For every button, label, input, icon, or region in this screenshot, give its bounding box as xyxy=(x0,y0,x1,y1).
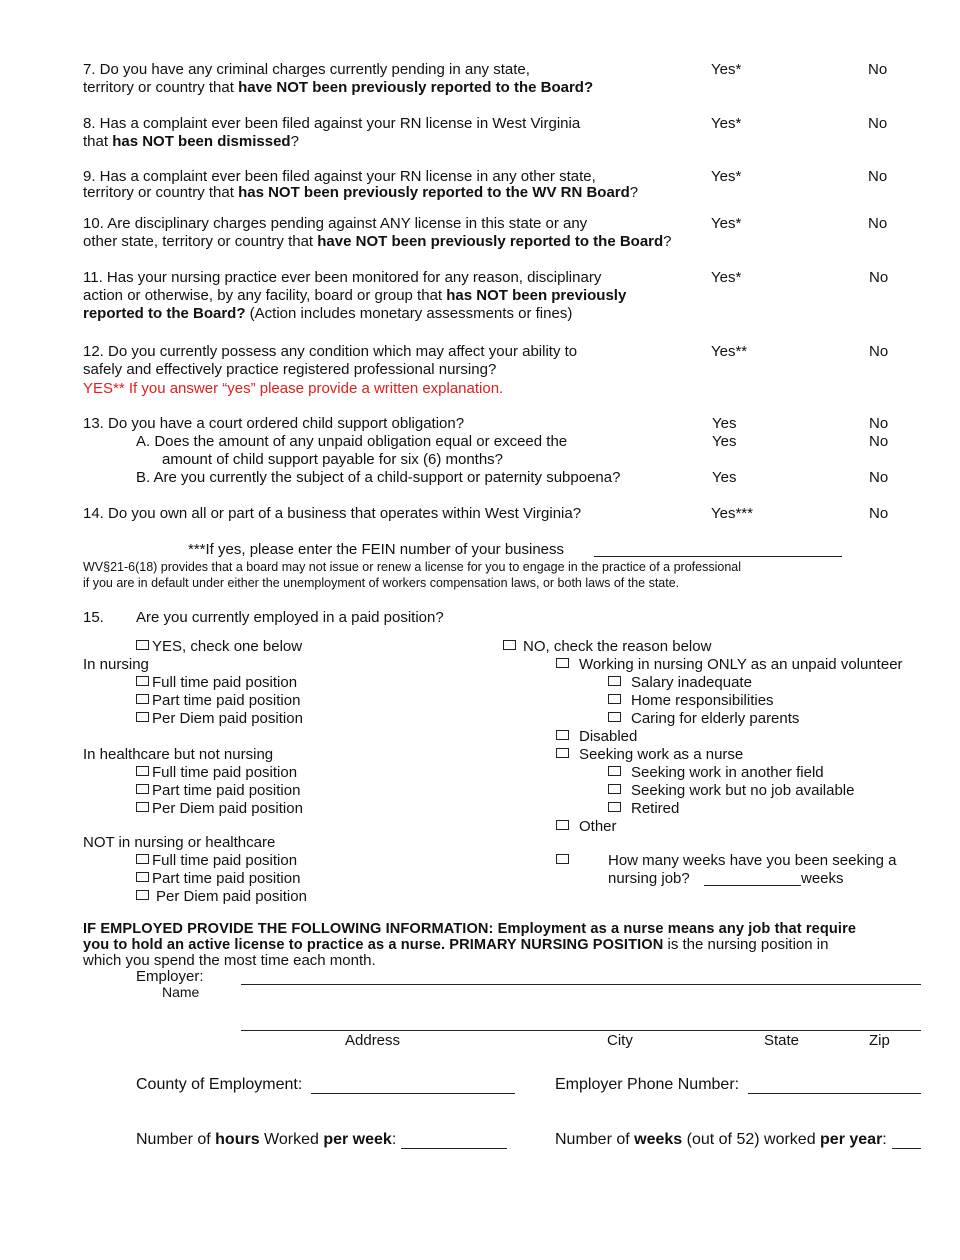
employer-name-input-line[interactable] xyxy=(241,984,921,985)
county-input-line[interactable] xyxy=(311,1093,515,1094)
fein-label: ***If yes, please enter the FEIN number of your business xyxy=(188,541,565,558)
question-7-line2: territory or country that have NOT been previously reported to the Board? xyxy=(83,79,594,96)
employer-address-input-line[interactable] xyxy=(241,1030,921,1031)
question-8-line2: that has NOT been dismissed? xyxy=(83,133,299,150)
checkbox-icon[interactable] xyxy=(136,890,149,900)
question-7-line1: 7. Do you have any criminal charges currently pending in any state, xyxy=(83,61,530,78)
nursing-per-diem-option[interactable]: Per Diem paid position xyxy=(136,710,303,728)
question-7-no[interactable]: No xyxy=(868,61,888,78)
employed-yes-option[interactable]: YES, check one below xyxy=(136,638,302,656)
question-7-yes[interactable]: Yes* xyxy=(711,61,742,78)
question-10-line1: 10. Are disciplinary charges pending against ANY license in this state or any xyxy=(83,215,588,232)
salary-inadequate-option[interactable]: Salary inadequate xyxy=(608,674,752,692)
question-11-no[interactable]: No xyxy=(869,269,889,286)
county-label: County of Employment: xyxy=(136,1076,303,1093)
question-13a-line2: amount of child support payable for six (6) months? xyxy=(162,451,504,468)
city-label: City xyxy=(607,1032,633,1049)
weeks-per-year-input-line[interactable] xyxy=(892,1148,921,1149)
checkbox-icon[interactable] xyxy=(608,676,621,686)
question-8-no[interactable]: No xyxy=(868,115,888,132)
question-12-line1: 12. Do you currently possess any condition which may affect your ability to xyxy=(83,343,578,360)
question-12-yes[interactable]: Yes** xyxy=(711,343,748,360)
checkbox-icon[interactable] xyxy=(136,676,149,686)
checkbox-icon[interactable] xyxy=(608,802,621,812)
question-11-line3: reported to the Board? (Action includes monetary assessments or fines) xyxy=(83,305,573,322)
employed-no-option[interactable]: NO, check the reason below xyxy=(503,638,711,656)
weeks-unit: weeks xyxy=(801,870,844,887)
checkbox-icon[interactable] xyxy=(136,872,149,882)
question-13-line1: 13. Do you have a court ordered child support obligation? xyxy=(83,415,465,432)
seeking-other-field-option[interactable]: Seeking work in another field xyxy=(608,764,824,782)
retired-option[interactable]: Retired xyxy=(608,800,679,818)
home-responsibilities-option[interactable]: Home responsibilities xyxy=(608,692,774,710)
zip-label: Zip xyxy=(869,1032,890,1049)
checkbox-icon[interactable] xyxy=(136,802,149,812)
checkbox-icon[interactable] xyxy=(556,730,569,740)
weeks-seeking-question: How many weeks have you been seeking a xyxy=(608,852,897,869)
checkbox-icon[interactable] xyxy=(136,854,149,864)
healthcare-full-time-option[interactable]: Full time paid position xyxy=(136,764,297,782)
employer-phone-input-line[interactable] xyxy=(748,1093,921,1094)
checkbox-icon[interactable] xyxy=(556,658,569,668)
other-part-time-option[interactable]: Part time paid position xyxy=(136,870,300,888)
question-9-yes[interactable]: Yes* xyxy=(711,168,742,185)
checkbox-icon[interactable] xyxy=(608,766,621,776)
employer-name-label: Name xyxy=(162,984,200,1000)
seeking-nurse-option[interactable]: Seeking work as a nurse xyxy=(556,746,743,764)
question-14-no[interactable]: No xyxy=(869,505,889,522)
question-9-line2: territory or country that has NOT been previously reported to the WV RN Board? xyxy=(83,184,639,201)
question-10-yes[interactable]: Yes* xyxy=(711,215,742,232)
checkbox-icon[interactable] xyxy=(136,766,149,776)
weeks-seeking-input-line[interactable] xyxy=(704,885,801,886)
weeks-seeking-checkbox[interactable] xyxy=(556,852,572,870)
in-nursing-heading: In nursing xyxy=(83,656,149,673)
question-13a-no[interactable]: No xyxy=(869,433,889,450)
healthcare-part-time-option[interactable]: Part time paid position xyxy=(136,782,300,800)
question-9-line1: 9. Has a complaint ever been filed against your RN license in any other state, xyxy=(83,168,596,185)
employment-heading-line1: IF EMPLOYED PROVIDE THE FOLLOWING INFORMATION: Employment as a nurse means any job that require xyxy=(83,921,857,937)
checkbox-icon[interactable] xyxy=(608,784,621,794)
question-8-line1: 8. Has a complaint ever been filed against your RN license in West Virginia xyxy=(83,115,581,132)
unpaid-volunteer-option[interactable]: Working in nursing ONLY as an unpaid volunteer xyxy=(556,656,903,674)
address-label: Address xyxy=(345,1032,401,1049)
not-nursing-heading: NOT in nursing or healthcare xyxy=(83,834,276,851)
checkbox-icon[interactable] xyxy=(136,712,149,722)
disabled-option[interactable]: Disabled xyxy=(556,728,637,746)
question-12-no[interactable]: No xyxy=(869,343,889,360)
question-8-yes[interactable]: Yes* xyxy=(711,115,742,132)
statute-note-line1: WV§21-6(18) provides that a board may not issue or renew a license for you to engage in the practice of a professional xyxy=(83,560,742,574)
elderly-parents-option[interactable]: Caring for elderly parents xyxy=(608,710,799,728)
checkbox-icon[interactable] xyxy=(136,784,149,794)
question-15-number: 15. xyxy=(83,609,104,626)
question-12-explanation-note: YES** If you answer “yes” please provide a written explanation. xyxy=(83,380,504,397)
question-13a-yes[interactable]: Yes xyxy=(712,433,737,450)
question-10-no[interactable]: No xyxy=(868,215,888,232)
question-14-yes[interactable]: Yes*** xyxy=(711,505,753,522)
hours-per-week-input-line[interactable] xyxy=(401,1148,507,1149)
question-13b-no[interactable]: No xyxy=(869,469,889,486)
weeks-seeking-line2: nursing job? xyxy=(608,870,690,887)
other-option[interactable]: Other xyxy=(556,818,617,836)
seeking-no-job-option[interactable]: Seeking work but no job available xyxy=(608,782,854,800)
checkbox-icon[interactable] xyxy=(556,854,569,864)
checkbox-icon[interactable] xyxy=(136,694,149,704)
weeks-per-year-label: Number of weeks (out of 52) worked per year: xyxy=(555,1131,887,1148)
question-15-text: Are you currently employed in a paid position? xyxy=(136,609,444,626)
question-12-line2: safely and effectively practice registered professional nursing? xyxy=(83,361,497,378)
question-13a-line1: A. Does the amount of any unpaid obligation equal or exceed the xyxy=(136,433,568,450)
other-full-time-option[interactable]: Full time paid position xyxy=(136,852,297,870)
question-11-line1: 11. Has your nursing practice ever been monitored for any reason, disciplinary xyxy=(83,269,602,286)
checkbox-icon[interactable] xyxy=(556,820,569,830)
question-13b-yes[interactable]: Yes xyxy=(712,469,737,486)
nursing-full-time-option[interactable]: Full time paid position xyxy=(136,674,297,692)
other-per-diem-option[interactable]: Per Diem paid position xyxy=(136,888,307,906)
question-13-no[interactable]: No xyxy=(869,415,889,432)
question-13-yes[interactable]: Yes xyxy=(712,415,737,432)
question-9-no[interactable]: No xyxy=(868,168,888,185)
question-11-yes[interactable]: Yes* xyxy=(711,269,742,286)
hours-per-week-label: Number of hours Worked per week: xyxy=(136,1131,397,1148)
employer-phone-label: Employer Phone Number: xyxy=(555,1076,740,1093)
statute-note-line2: if you are in default under either the unemployment of workers compensation laws, or both laws of the state. xyxy=(83,576,680,590)
healthcare-per-diem-option[interactable]: Per Diem paid position xyxy=(136,800,303,818)
checkbox-icon[interactable] xyxy=(556,748,569,758)
fein-input-line[interactable] xyxy=(594,556,842,557)
checkbox-icon[interactable] xyxy=(608,694,621,704)
state-label: State xyxy=(764,1032,800,1049)
employment-heading-line3: which you spend the most time each month. xyxy=(83,952,376,969)
question-13b: B. Are you currently the subject of a child-support or paternity subpoena? xyxy=(136,469,621,486)
employer-label: Employer: xyxy=(136,968,204,985)
question-10-line2: other state, territory or country that have NOT been previously reported to the Board? xyxy=(83,233,672,250)
nursing-part-time-option[interactable]: Part time paid position xyxy=(136,692,300,710)
in-healthcare-heading: In healthcare but not nursing xyxy=(83,746,274,763)
employment-heading-line2: you to hold an active license to practice as a nurse. PRIMARY NURSING POSITION is the nursing position in xyxy=(83,936,829,953)
checkbox-icon[interactable] xyxy=(608,712,621,722)
checkbox-icon[interactable] xyxy=(136,640,149,650)
checkbox-icon[interactable] xyxy=(503,640,516,650)
question-11-line2: action or otherwise, by any facility, board or group that has NOT been previously xyxy=(83,287,627,304)
question-14-line1: 14. Do you own all or part of a business that operates within West Virginia? xyxy=(83,505,582,522)
